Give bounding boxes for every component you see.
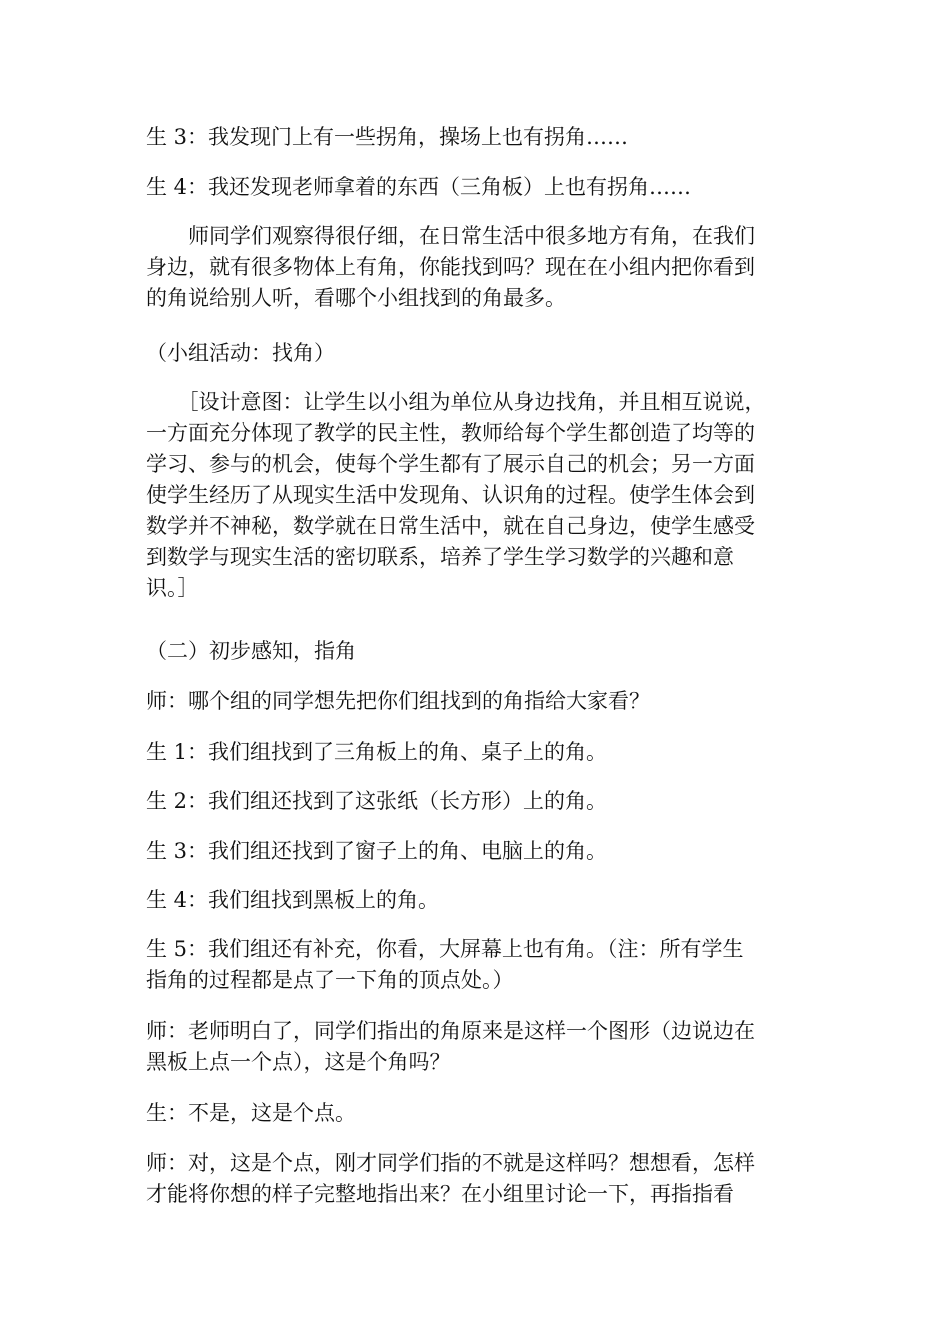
paragraph-student3: [146, 836, 806, 867]
text-line: 生 4：我们组找到黑板上的角。: [146, 888, 440, 912]
paragraph-design-intent: [146, 387, 806, 604]
paragraph-teacher-observe: [146, 221, 806, 314]
paragraph-student2: [146, 786, 806, 817]
paragraph-teacher-question: [146, 686, 806, 717]
text-line: 师：对，这是个点，刚才同学们指的不就是这样吗？想想看，怎样: [146, 1151, 755, 1175]
text-line: 生 2：我们组还找到了这张纸（长方形）上的角。: [146, 789, 608, 813]
paragraph-student4: [146, 885, 806, 916]
paragraph-student1: [146, 737, 806, 768]
paragraph-teacher-discuss: [146, 1148, 806, 1210]
text-line: 生 3：我发现门上有一些拐角，操场上也有拐角……: [146, 125, 629, 149]
text-line: 识。］: [146, 576, 199, 600]
text-line: 一方面充分体现了教学的民主性，教师给每个学生都创造了均等的: [146, 421, 755, 445]
paragraph-group-activity: [146, 338, 806, 369]
text-line: ［设计意图：让学生以小组为单位从身边找角，并且相互说说，: [146, 390, 766, 414]
text-line: 师同学们观察得很仔细，在日常生活中很多地方有角，在我们: [146, 224, 755, 248]
paragraph-student-answer: [146, 1098, 806, 1129]
text-line: 的角说给别人听，看哪个小组找到的角最多。: [146, 286, 566, 310]
text-line: （小组活动：找角）: [146, 341, 335, 365]
text-line: 使学生经历了从现实生活中发现角、认识角的过程。使学生体会到: [146, 483, 755, 507]
text-line: 师：哪个组的同学想先把你们组找到的角指给大家看？: [146, 689, 650, 713]
text-line: 到数学与现实生活的密切联系，培养了学生学习数学的兴趣和意: [146, 545, 734, 569]
text-line: 学习、参与的机会，使每个学生都有了展示自己的机会；另一方面: [146, 452, 755, 476]
text-line: 生 3：我们组还找到了窗子上的角、电脑上的角。: [146, 839, 608, 863]
section-heading-perceive: [146, 636, 806, 667]
text-line: 生 1：我们组找到了三角板上的角、桌子上的角。: [146, 740, 608, 764]
text-line: 身边，就有很多物体上有角，你能找到吗？现在在小组内把你看到: [146, 255, 755, 279]
text-line: 师：老师明白了，同学们指出的角原来是这样一个图形（边说边在: [146, 1019, 755, 1043]
text-line: 指角的过程都是点了一下角的顶点处。）: [146, 968, 514, 992]
text-line: 才能将你想的样子完整地指出来？在小组里讨论一下，再指指看: [146, 1182, 734, 1206]
paragraph-teacher-point: [146, 1016, 806, 1078]
paragraph-student3-corners: [146, 122, 806, 153]
paragraph-student5: [146, 934, 806, 996]
text-line: 生 4：我还发现老师拿着的东西（三角板）上也有拐角……: [146, 175, 692, 199]
text-line: 数学并不神秘，数学就在日常生活中，就在自己身边，使学生感受: [146, 514, 755, 538]
paragraph-student4-triangle: [146, 172, 806, 203]
text-line: 黑板上点一个点），这是个角吗？: [146, 1050, 451, 1074]
text-line: 生 5：我们组还有补充，你看，大屏幕上也有角。（注：所有学生: [146, 937, 744, 961]
text-line: （二）初步感知，指角: [146, 639, 356, 663]
text-line: 生：不是，这是个点。: [146, 1101, 356, 1125]
